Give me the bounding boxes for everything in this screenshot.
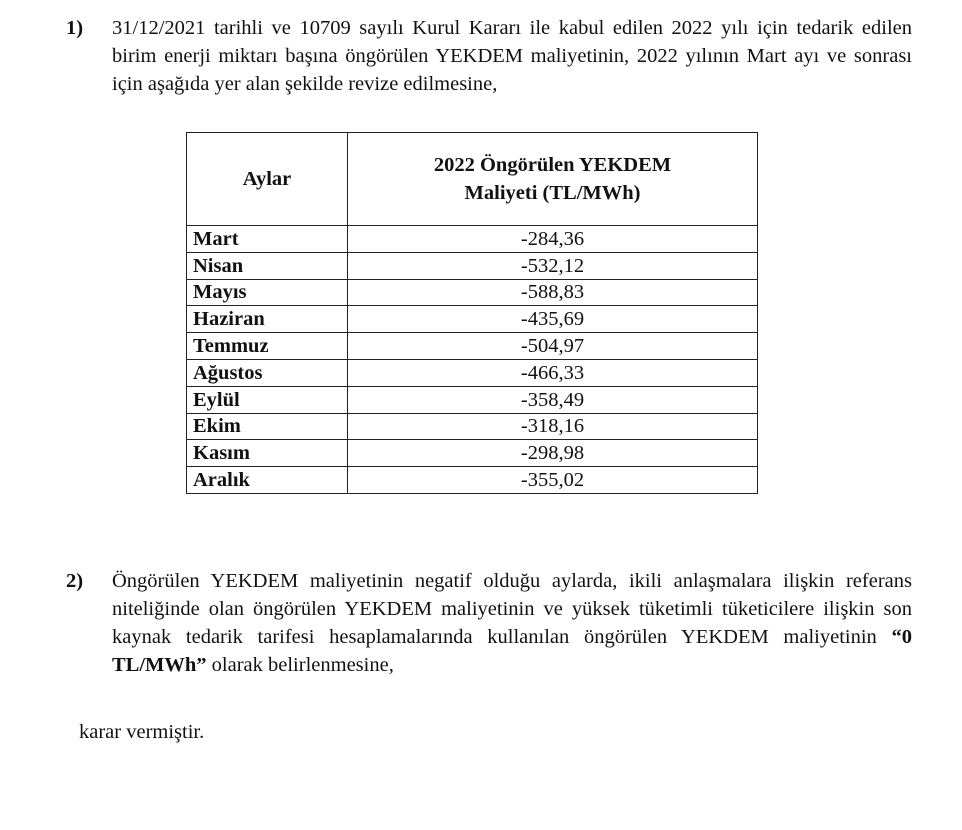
decision-item-1 [66, 14, 912, 98]
table-row [187, 467, 758, 494]
yekdem-cost-table [186, 132, 758, 494]
table-body [187, 226, 758, 494]
table-row [187, 386, 758, 413]
header-cost-line2: Maliyeti (TL/MWh) [464, 182, 641, 204]
header-cost-line1: 2022 Öngörülen YEKDEM [433, 154, 672, 176]
table-header-row [187, 133, 758, 226]
month-cell: Mart [187, 226, 348, 253]
month-cell: Ekim [187, 413, 348, 440]
item-text-after: olarak belirlenmesine, [206, 654, 394, 676]
cost-cell: -435,69 [348, 306, 758, 333]
cost-cell: -532,12 [348, 252, 758, 279]
cost-cell: -298,98 [348, 440, 758, 467]
item-text: 31/12/2021 tarihli ve 10709 sayılı Kurul Kararı ile kabul edilen 2022 yılı için tedarik edilen birim enerji miktarı başına öngörülen YEKDEM maliyetinin, 2022 yılının Mart ayı ve sonrası için aşağıda yer alan şekilde revize edilmesine, [112, 17, 912, 95]
month-cell: Ağustos [187, 359, 348, 386]
month-cell: Eylül [187, 386, 348, 413]
cost-cell: -504,97 [348, 333, 758, 360]
cost-cell: -588,83 [348, 279, 758, 306]
header-cost [348, 133, 758, 226]
decision-item-2 [66, 567, 912, 679]
header-months: Aylar [187, 133, 348, 226]
table-row [187, 226, 758, 253]
table-row [187, 413, 758, 440]
cost-cell: -284,36 [348, 226, 758, 253]
item-text-before: Öngörülen YEKDEM maliyetinin negatif olduğu aylarda, ikili anlaşmalara ilişkin referans niteliğinde olan öngörülen YEKDEM maliyetinin ve yüksek tüketimli tüketicilere ilişkin son kaynak tedarik tarifesi hesaplamalarında kullanılan öngörülen YEKDEM maliyetinin [112, 570, 912, 648]
cost-cell: -318,16 [348, 413, 758, 440]
table-row [187, 306, 758, 333]
table-row [187, 333, 758, 360]
month-cell: Mayıs [187, 279, 348, 306]
month-cell: Nisan [187, 252, 348, 279]
month-cell: Kasım [187, 440, 348, 467]
cost-cell: -466,33 [348, 359, 758, 386]
month-cell: Aralık [187, 467, 348, 494]
closing-statement: karar vermiştir. [79, 721, 205, 743]
item-number: 1) [66, 17, 84, 39]
item-number: 2) [66, 570, 84, 592]
item-text-bold: “0 TL/MWh” [112, 626, 912, 676]
table-row [187, 359, 758, 386]
table-row [187, 440, 758, 467]
table-row [187, 279, 758, 306]
cost-cell: -355,02 [348, 467, 758, 494]
cost-cell: -358,49 [348, 386, 758, 413]
table-row [187, 252, 758, 279]
month-cell: Haziran [187, 306, 348, 333]
month-cell: Temmuz [187, 333, 348, 360]
item-text [112, 567, 912, 679]
